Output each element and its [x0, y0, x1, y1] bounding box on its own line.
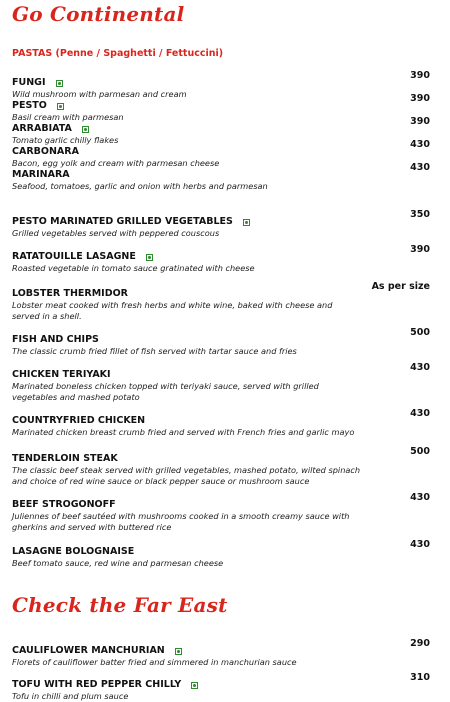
menu-item — [12, 408, 442, 438]
menu-item-name-row — [12, 415, 145, 427]
menu-item-name-row — [12, 123, 89, 135]
menu-item — [12, 209, 442, 239]
menu-item-name-row — [12, 216, 250, 228]
veg-mark-icon — [56, 80, 63, 87]
menu-item-price: 430 — [410, 408, 430, 419]
menu-item — [12, 244, 442, 274]
menu-item-price: 430 — [410, 539, 430, 550]
menu-item-name-row — [12, 146, 79, 158]
menu-item-name: RATATOUILLE LASAGNE — [12, 251, 136, 262]
menu-item-price: 390 — [410, 244, 430, 255]
menu-item-price: 350 — [410, 209, 430, 220]
menu-item-name: LASAGNE BOLOGNAISE — [12, 546, 135, 557]
menu-item-description: Tomato garlic chilly flakes — [12, 135, 119, 145]
menu-item-name-row — [12, 77, 63, 89]
veg-mark-icon — [243, 219, 250, 226]
menu-item-name: LOBSTER THERMIDOR — [12, 288, 128, 299]
menu-item — [12, 492, 442, 533]
menu-item-name: TOFU WITH RED PEPPER CHILLY — [12, 679, 182, 690]
menu-item-name-row — [12, 100, 64, 112]
menu-item-name: CHICKEN TERIYAKI — [12, 369, 111, 380]
menu-item-price: 290 — [410, 638, 430, 649]
menu-item-name-row — [12, 499, 116, 511]
menu-item-price: 430 — [410, 362, 430, 373]
menu-item-description: Bacon, egg yolk and cream with parmesan cheese — [12, 158, 220, 168]
menu-item-name-row — [12, 645, 182, 657]
menu-item-name: MARINARA — [12, 169, 70, 180]
menu-item-name: CARBONARA — [12, 146, 79, 157]
menu-item-price: 430 — [410, 162, 430, 173]
veg-mark-icon — [57, 103, 64, 110]
menu-item-name: CAULIFLOWER MANCHURIAN — [12, 645, 165, 656]
section-title-continental: Go Continental — [12, 2, 185, 26]
menu-item-price: 500 — [410, 327, 430, 338]
menu-item-name: BEEF STROGONOFF — [12, 499, 116, 510]
menu-item-price: 500 — [410, 446, 430, 457]
menu-item-description: Basil cream with parmesan — [12, 112, 124, 122]
menu-item-name-row — [12, 169, 70, 181]
menu-item-description: Marinated boneless chicken topped with teriyaki sauce, served with grilled vegetables and mashed potato — [12, 381, 319, 402]
menu-item-name: FISH AND CHIPS — [12, 334, 99, 345]
veg-mark-icon — [146, 254, 153, 261]
menu-item-description: Grilled vegetables served with peppered couscous — [12, 228, 220, 238]
menu-item — [12, 327, 442, 357]
menu-item-description: Roasted vegetable in tomato sauce gratinated with cheese — [12, 263, 255, 273]
menu-item-description: The classic beef steak served with grilled vegetables, mashed potato, wilted spinach and choice of red wine sauce or black pepper sauce or mushroom sauce — [12, 465, 361, 486]
menu-item-price: 390 — [410, 116, 430, 127]
menu-item-description: The classic crumb fried fillet of fish served with tartar sauce and fries — [12, 346, 297, 356]
menu-item — [12, 162, 442, 192]
menu-item — [12, 672, 442, 702]
menu-item — [12, 281, 442, 322]
section-title-far-east: Check the Far East — [12, 593, 228, 617]
menu-item-price: 390 — [410, 70, 430, 81]
menu-item — [12, 539, 442, 569]
veg-mark-icon — [82, 126, 89, 133]
menu-item-name: TENDERLOIN STEAK — [12, 453, 118, 464]
menu-item-name: COUNTRYFRIED CHICKEN — [12, 415, 146, 426]
menu-item-name-row — [12, 546, 134, 558]
menu-item — [12, 638, 442, 668]
menu-item-description: Beef tomato sauce, red wine and parmesan cheese — [12, 558, 224, 568]
menu-item-price: 390 — [410, 93, 430, 104]
menu-item-description: Tofu in chilli and plum sauce — [12, 691, 129, 701]
pastas-subheading: PASTAS (Penne / Spaghetti / Fettuccini) — [12, 48, 224, 59]
menu-item-name-row — [12, 453, 118, 465]
menu-item-name-row — [12, 369, 111, 381]
menu-item-name-row — [12, 679, 198, 691]
menu-item — [12, 362, 442, 403]
menu-item-name-row — [12, 334, 99, 346]
menu-item-description: Marinated chicken breast crumb fried and served with French fries and garlic mayo — [12, 427, 355, 437]
menu-item-price: As per size — [371, 281, 430, 292]
veg-mark-icon — [191, 682, 198, 689]
menu-item-description: Wild mushroom with parmesan and cream — [12, 89, 187, 99]
menu-item — [12, 446, 442, 487]
menu-item-name-row — [12, 288, 128, 300]
menu-item-name: FUNGI — [12, 77, 46, 88]
menu-item-price: 430 — [410, 139, 430, 150]
menu-item-name: ARRABIATA — [12, 123, 72, 134]
menu-item-description: Florets of cauliflower batter fried and simmered in manchurian sauce — [12, 657, 297, 667]
menu-item-name-row — [12, 251, 153, 263]
veg-mark-icon — [175, 648, 182, 655]
menu-item-description: Lobster meat cooked with fresh herbs and white wine, baked with cheese and served in a shell. — [12, 300, 333, 321]
menu-item-name: PESTO MARINATED GRILLED VEGETABLES — [12, 216, 233, 227]
menu-item-name: PESTO — [12, 100, 47, 111]
menu-item-price: 310 — [410, 672, 430, 683]
menu-item-description: Seafood, tomatoes, garlic and onion with herbs and parmesan — [12, 181, 268, 191]
menu-item-description: Juliennes of beef sautéed with mushrooms cooked in a smooth creamy sauce with gherkins and served with buttered rice — [12, 511, 350, 532]
menu-item-price: 430 — [410, 492, 430, 503]
